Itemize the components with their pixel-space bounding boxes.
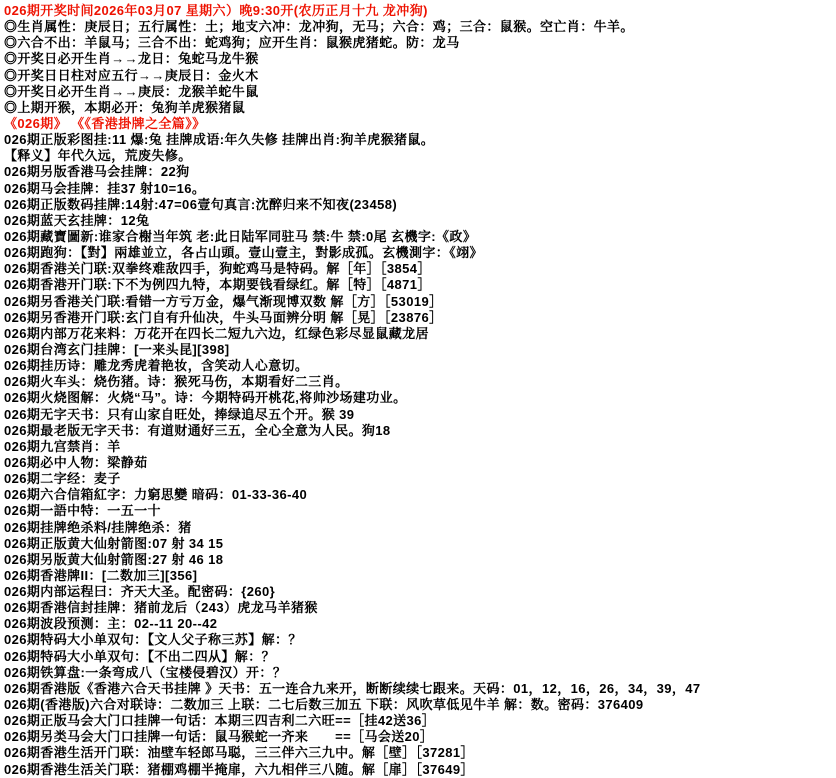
text-line: 026期另香港关门联:看错一方亏万金，爆气渐现博双数 解［方］［53019］: [4, 293, 443, 309]
text-line: 026期九宫禁肖：羊: [4, 438, 121, 454]
text-line: 026期蓝天玄挂牌：12兔: [4, 212, 150, 228]
text-line: 《026期》 《《香港掛牌之全篇》》: [4, 115, 206, 131]
text-line: 026期一語中特：一五一十: [4, 503, 161, 519]
text-line: 026期香港生活关门联：猪棚鸡棚半掩扉，六九相伴三八随。解［扉］［37649］: [4, 761, 474, 777]
text-line: ◎开奖日日柱对应五行→→庚辰日：金火木: [4, 67, 259, 83]
text-line: 026期(香港版)六合对联诗：二数加三 上联：二七后数三加五 下联：风吹草低见牛羊 解：数。密码：376409: [4, 697, 644, 713]
text-line: 026期铁算盘:一条弯成八（宝楼侵碧汉）开：？: [4, 664, 287, 680]
text-line: 026期挂历诗：雕龙秀虎着艳妆，含笑动人心意切。: [4, 358, 309, 374]
text-line: ◎上期开猴，本期必开：兔狗羊虎猴猪鼠: [4, 99, 246, 115]
text-line: ◎六合不出：羊鼠马；三合不出：蛇鸡狗；应开生肖：鼠猴虎猪蛇。防：龙马: [4, 35, 460, 51]
text-line: 026期挂牌绝杀料/挂牌绝杀：猪: [4, 519, 192, 535]
text-line: 026期跑狗：【對】兩雄並立，各占山頭。壹山壹主，對影成孤。玄機測字：《翊》: [4, 245, 483, 261]
text-line: 026期二字经：麦子: [4, 471, 121, 487]
text-line: 【释义】年代久远，荒废失修。: [4, 148, 192, 164]
text-line: 026期正版马会大门口挂牌一句话：本期三四吉利二六旺==［挂42送36］: [4, 713, 436, 729]
text-line: 026期波段预测：主：02--11 20--42: [4, 616, 218, 632]
text-line: 026期香港版《香港六合天书挂牌 》天书：五一连合九来开，断断续续七跟来。天码：01，12，16，26，34，39，47: [4, 680, 701, 696]
text-line: 026期正版黄大仙射箭图:07 射 34 15: [4, 535, 224, 551]
text-line: 026期香港开门联:下不为例四九特，本期要钱看绿红。解［特］［4871］: [4, 277, 431, 293]
text-line: ◎开奖日必开生肖→→庚辰：龙猴羊蛇牛鼠: [4, 83, 259, 99]
text-line: 026期最老版无字天书：有道财通好三五，全心全意为人民。狗18: [4, 422, 391, 438]
text-line: 026期香港信封挂牌：猪前龙后（243）虎龙马羊猪猴: [4, 600, 318, 616]
text-line: 026期另类马会大门口挂牌一句话：鼠马猴蛇一齐来 ==［马会送20］: [4, 729, 434, 745]
text-line: 026期六合信箱紅字：力窮思變 暗码：01-33-36-40: [4, 487, 308, 503]
text-line: 026期香港关门联:双拳终难敌四手，狗蛇鸡马是特码。解［年］［3854］: [4, 261, 431, 277]
text-line: 026期火车头：烧伤猪。诗：猴死马伤，本期看好二三肖。: [4, 374, 349, 390]
text-line: 026期香港生活开门联：油壁车轻郎马聪，三三伴六三九中。解［壁］［37281］: [4, 745, 474, 761]
text-line: 026期另版香港马会挂牌：22狗: [4, 164, 190, 180]
text-line: 026期必中人物：梁静茹: [4, 454, 148, 470]
text-line: 026期特码大小单双句：【文人父子称三苏】解：？: [4, 632, 302, 648]
text-line: 026期台湾玄门挂牌：[一来头昆][398]: [4, 341, 230, 357]
text-line: 026期另版黄大仙射箭图:27 射 46 18: [4, 551, 224, 567]
text-line: 026期开奖时间2026年03月07 星期六）晚9:30开(农历正月十九 龙冲狗): [4, 3, 428, 18]
text-line: 026期马会挂牌：挂37 射10=16。: [4, 180, 206, 196]
text-line: 026期火烧图解：火烧“马”。诗：今期特码开桃花,将帅沙场建功业。: [4, 390, 407, 406]
text-line: 026期另香港开门联:玄门自有升仙决，牛头马面辨分明 解［晃］［23876］: [4, 309, 443, 325]
text-line: ◎生肖属性：庚辰日；五行属性：土；地支六冲：龙冲狗，无马；六合：鸡；三合：鼠猴。空亡肖：牛羊。: [4, 19, 634, 35]
text-line: 026期无字天书：只有山家自旺处，捧绿追尽五个开。猴 39: [4, 406, 355, 422]
text-line: 026期正版彩图挂:11 爆:兔 挂牌成语:年久失修 挂牌出肖:狗羊虎猴猪鼠。: [4, 132, 435, 148]
text-line: 026期内部运程曰：齐天大圣。配密码：{260}: [4, 584, 276, 600]
text-line: 026期藏寶圖新:谁家合榭当年筑 老:此日陆军同驻马 禁:牛 禁:0尾 玄機字:《政》: [4, 228, 477, 244]
text-line: 026期正版数码挂牌:14射:47=06壹句真言:沈醉归来不知夜(23458): [4, 196, 398, 212]
text-line: 026期香港牌II：[二数加三][356]: [4, 567, 198, 583]
text-line: ◎开奖日必开生肖→→龙日：兔蛇马龙牛猴: [4, 51, 259, 67]
text-line: 026期内部万花来料：万花开在四长二短九六边，红绿色彩尽显鼠藏龙居: [4, 325, 429, 341]
text-line: 026期特码大小单双句：【不出二四从】解：？: [4, 648, 275, 664]
